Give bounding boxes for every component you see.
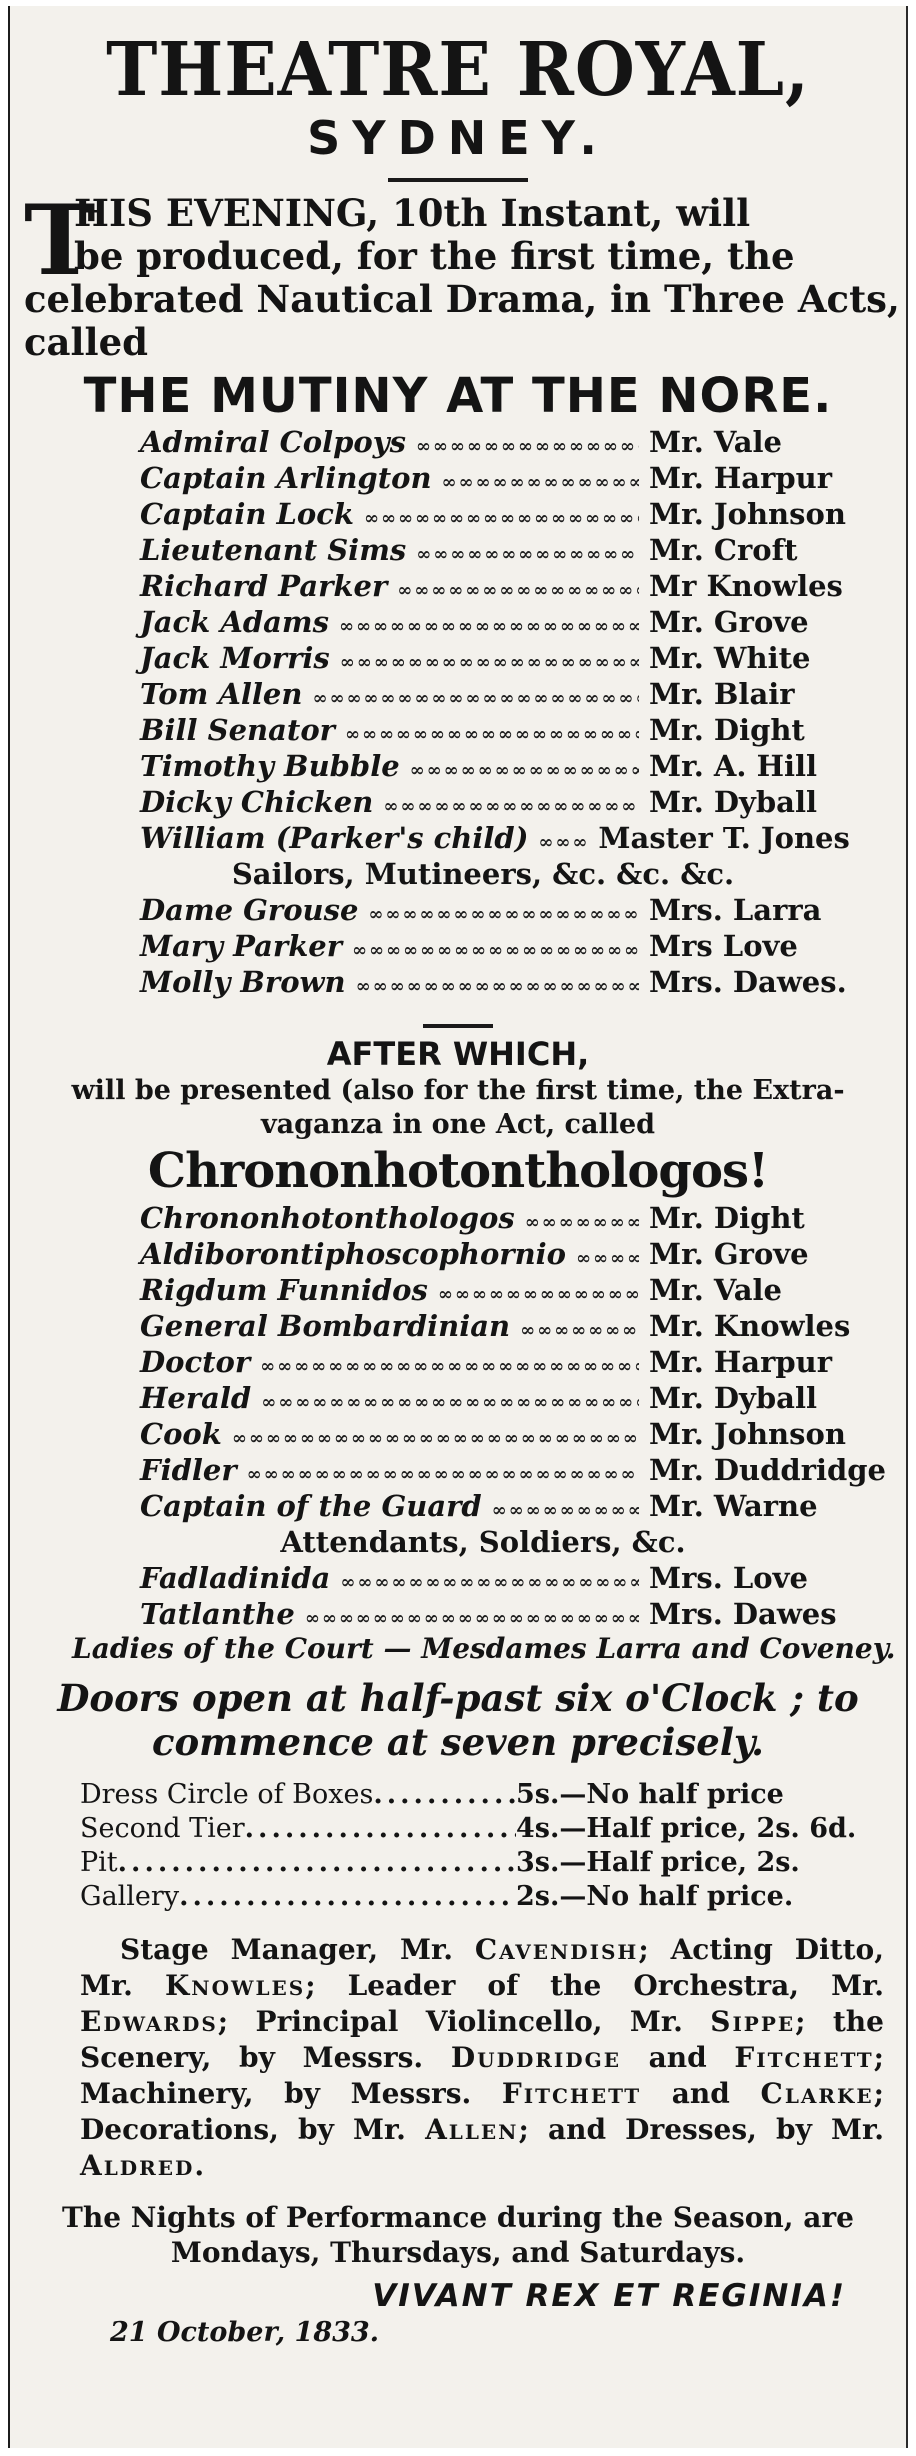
credit-text: Stage Manager, Mr. — [120, 1933, 475, 1966]
cast-list — [140, 424, 884, 856]
extras-line: Sailors, Mutineers, &c. &c. &c. — [231, 857, 735, 891]
cast-row — [140, 640, 884, 676]
cast-row — [140, 1452, 884, 1488]
actor-name: Master T. Jones — [598, 821, 850, 855]
intro-line: be produced, for the first time, the — [74, 234, 795, 278]
role-name: Timothy Bubble — [140, 749, 400, 783]
doors-line: commence at seven precisely. — [151, 1720, 765, 1764]
leader-dots — [576, 1241, 639, 1277]
actor-name: Mr. White — [649, 641, 811, 675]
actor-name: Mr. Harpur — [649, 461, 833, 495]
cast-list — [140, 1560, 884, 1632]
actor-name: Mrs. Larra — [649, 893, 822, 927]
afterpiece-intro-line: vaganza in one Act, called — [260, 1109, 656, 1140]
credit-name: Fitchett — [734, 2041, 874, 2074]
role-name: Mary Parker — [140, 929, 343, 963]
after-which-heading: AFTER WHICH, — [326, 1035, 590, 1073]
cast-row — [140, 1560, 884, 1596]
cast-row — [140, 1596, 884, 1632]
actor-name: Mr. Johnson — [649, 1417, 846, 1451]
price-row — [80, 1846, 886, 1880]
actor-name: Mr. Knowles — [649, 1309, 851, 1343]
cast-row — [140, 604, 884, 640]
actor-name: Mr. Blair — [649, 677, 795, 711]
price-row — [80, 1812, 886, 1846]
leader-dots — [232, 1421, 639, 1457]
role-name: Lieutenant Sims — [140, 533, 407, 567]
cast-row — [140, 1344, 884, 1380]
leader-dots — [356, 969, 639, 1005]
role-name: Cook — [140, 1417, 222, 1451]
actor-name: Mr. Dight — [649, 1201, 805, 1235]
staff-credits — [10, 1914, 906, 2184]
leader-dots — [373, 1778, 516, 1812]
cast-row — [140, 1236, 884, 1272]
actor-name: Mr. Grove — [649, 605, 809, 639]
credit-text: and — [641, 2077, 761, 2110]
newspaper-column — [8, 6, 908, 2448]
leader-dots — [340, 1565, 639, 1601]
cast-row — [140, 928, 884, 964]
credit-name: Duddridge — [450, 2041, 621, 2074]
credit-name: Aldred — [80, 2149, 195, 2182]
actor-name: Mr. Grove — [649, 1237, 809, 1271]
divider — [388, 178, 528, 182]
credit-name: Fitchett — [501, 2077, 642, 2110]
leader-dots — [352, 933, 639, 969]
actor-name: Mr. Duddridge — [649, 1453, 886, 1487]
credit-text: ; and Dresses, by Mr. — [518, 2113, 884, 2146]
dateline: 21 October, 1833. — [110, 2317, 380, 2348]
actor-name: Mrs. Dawes. — [649, 965, 847, 999]
role-name: Herald — [140, 1381, 252, 1415]
cast-list — [140, 1200, 884, 1524]
credit-name: Sippe — [710, 2005, 796, 2038]
credit-name: Edwards — [80, 2005, 218, 2038]
divider — [423, 1024, 493, 1028]
afterpiece-title: Chrononhotonthologos! — [147, 1143, 769, 1199]
cast-row — [140, 1380, 884, 1416]
role-name: Jack Adams — [140, 605, 329, 639]
cast-row — [140, 1308, 884, 1344]
leader-dots — [261, 1385, 639, 1421]
credit-text: and — [620, 2041, 735, 2074]
role-name: Jack Morris — [140, 641, 330, 675]
actor-name: Mr. A. Hill — [649, 749, 818, 783]
intro-paragraph — [10, 184, 906, 364]
credit-name: Cavendish — [474, 1933, 639, 1966]
performance-nights — [10, 2200, 906, 2270]
actor-name: Mr. Johnson — [649, 497, 846, 531]
role-name: Tatlanthe — [140, 1597, 295, 1631]
leader-dots — [340, 645, 639, 681]
leader-dots — [339, 609, 639, 645]
role-name: Bill Senator — [140, 713, 335, 747]
leader-dots — [260, 1349, 639, 1385]
role-name: William (Parker's child) — [140, 821, 529, 855]
role-name: Fadladinida — [140, 1561, 331, 1595]
role-name: Molly Brown — [140, 965, 346, 999]
cast-row — [140, 892, 884, 928]
nights-line: The Nights of Performance during the Season, are — [62, 2201, 854, 2234]
cast-row — [140, 532, 884, 568]
vivant-motto: VIVANT REX ET REGINIA! — [372, 2278, 846, 2314]
credit-text: ; Acting Ditto, Mr. — [80, 1933, 884, 2002]
actor-name: Mr. Warne — [649, 1489, 818, 1523]
doors-notice — [10, 1676, 906, 1764]
credit-text: . — [194, 2149, 205, 2182]
actor-name: Mrs Love — [649, 929, 798, 963]
credit-text: ; Machinery, by Messrs. — [80, 2041, 884, 2110]
cast-row — [140, 1272, 884, 1308]
credit-text: ; the Scenery, by Messrs. — [80, 2005, 884, 2074]
seat-price: 5s.—No half price — [516, 1779, 784, 1810]
actor-name: Mr. Dight — [649, 713, 805, 747]
nights-line: Mondays, Thursdays, and Saturdays. — [170, 2236, 746, 2269]
actor-name: Mrs. Dawes — [649, 1597, 837, 1631]
drop-cap: T — [24, 184, 96, 297]
role-name: Rigdum Funnidos — [140, 1273, 428, 1307]
role-name: Dicky Chicken — [140, 785, 374, 819]
credit-name: Knowles — [164, 1969, 306, 2002]
seat-name: Dress Circle of Boxes — [80, 1779, 374, 1810]
leader-dots — [416, 429, 639, 465]
seat-price: 2s.—No half price. — [516, 1881, 794, 1912]
role-name: Richard Parker — [140, 569, 388, 603]
credit-name: Clarke — [760, 2077, 874, 2110]
role-name: Aldiborontiphoscophornio — [140, 1237, 567, 1271]
actor-name: Mr. Dyball — [649, 785, 818, 819]
cast-row — [140, 964, 884, 1000]
role-name: Doctor — [140, 1345, 251, 1379]
leader-dots — [368, 897, 639, 933]
leader-dots — [118, 1846, 516, 1880]
leader-dots — [416, 537, 639, 573]
credit-text: ; Principal Violincello, Mr. — [217, 2005, 711, 2038]
credit-name: Allen — [425, 2113, 519, 2146]
actor-name: Mr. Harpur — [649, 1345, 833, 1379]
role-name: Captain of the Guard — [140, 1489, 482, 1523]
afterpiece-intro-line: will be presented (also for the first time, the Extra- — [71, 1075, 845, 1106]
cast-row — [140, 748, 884, 784]
credit-text: ; Decorations, by Mr. — [80, 2077, 884, 2146]
role-name: Captain Arlington — [140, 461, 432, 495]
leader-dots — [442, 465, 639, 501]
cast-row — [140, 676, 884, 712]
cast-row — [140, 1488, 884, 1524]
actor-name: Mrs. Love — [649, 1561, 808, 1595]
seat-name: Second Tier — [80, 1813, 245, 1844]
intro-line: celebrated Nautical Drama, in Three Acts, — [24, 277, 900, 321]
seat-name: Pit — [80, 1847, 118, 1878]
leader-dots — [312, 681, 639, 717]
cast-row — [140, 1200, 884, 1236]
masthead-title: THEATRE ROYAL, — [106, 27, 810, 113]
leader-dots — [410, 753, 639, 789]
seat-price: 3s.—Half price, 2s. — [516, 1847, 800, 1878]
intro-line: HIS EVENING, 10th Instant, will — [74, 191, 751, 235]
cast-row — [140, 460, 884, 496]
price-row — [80, 1880, 886, 1914]
cast-row — [140, 496, 884, 532]
price-list — [80, 1778, 886, 1914]
actor-name: Mr Knowles — [649, 569, 843, 603]
leader-dots — [520, 1313, 639, 1349]
actor-name: Mr. Vale — [649, 1273, 783, 1307]
masthead-city: SYDNEY. — [307, 111, 609, 165]
actor-name: Mr. Vale — [649, 425, 783, 459]
role-name: Captain Lock — [140, 497, 355, 531]
price-row — [80, 1778, 886, 1812]
leader-dots — [245, 1812, 516, 1846]
cast-row — [140, 1416, 884, 1452]
cast-row — [140, 712, 884, 748]
role-name: Admiral Colpoys — [140, 425, 406, 459]
cast-row — [140, 424, 884, 460]
leader-dots — [397, 573, 639, 609]
role-name: Fidler — [140, 1453, 237, 1487]
leader-dots — [179, 1880, 516, 1914]
role-name: Tom Allen — [140, 677, 303, 711]
credit-text: ; Leader of the Orchestra, Mr. — [305, 1969, 884, 2002]
afterpiece-intro — [10, 1074, 906, 1142]
intro-line: called — [24, 320, 149, 364]
ladies-of-court-line: Ladies of the Court — Mesdames Larra and Coveney. — [72, 1632, 896, 1665]
role-name: Dame Grouse — [140, 893, 359, 927]
cast-row — [140, 820, 884, 856]
role-name: General Bombardinian — [140, 1309, 511, 1343]
extras-line: Attendants, Soldiers, &c. — [280, 1525, 686, 1559]
cast-row — [140, 784, 884, 820]
cast-list — [140, 892, 884, 1000]
cast-row — [140, 568, 884, 604]
role-name: Chrononhotonthologos — [140, 1201, 515, 1235]
actor-name: Mr. Dyball — [649, 1381, 818, 1415]
play-title: THE MUTINY AT THE NORE. — [83, 368, 833, 424]
seat-name: Gallery — [80, 1881, 180, 1912]
doors-line: Doors open at half-past six o'Clock ; to — [57, 1676, 859, 1720]
actor-name: Mr. Croft — [649, 533, 798, 567]
seat-price: 4s.—Half price, 2s. 6d. — [516, 1813, 857, 1844]
